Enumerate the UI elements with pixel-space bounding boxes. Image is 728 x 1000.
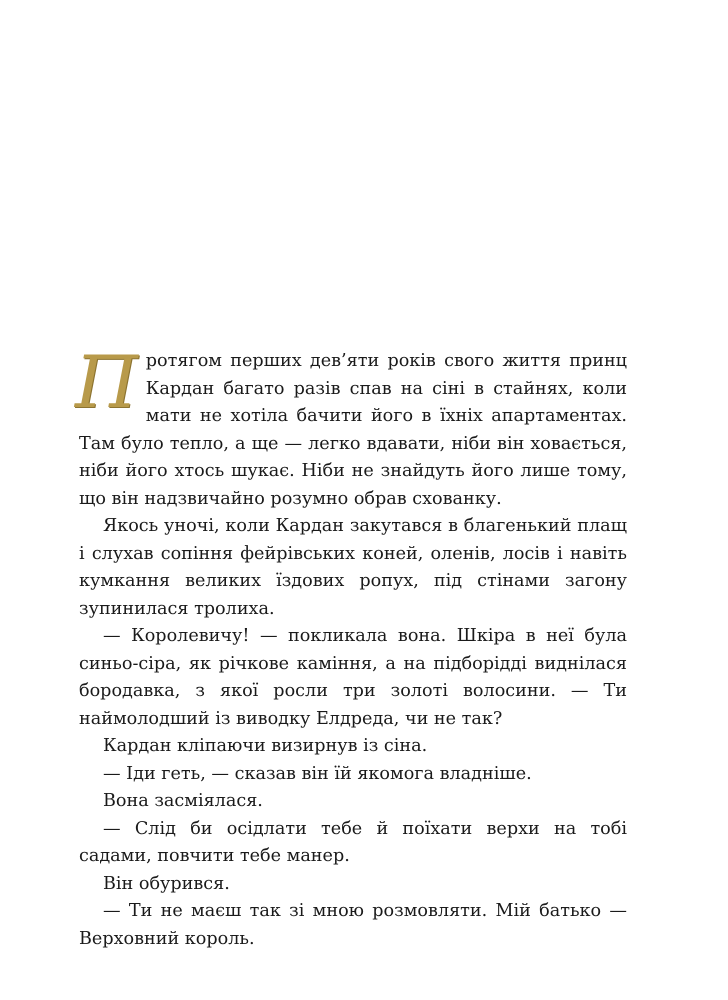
paragraph: Вона засміялася. <box>103 791 263 811</box>
chapter-text <box>75 340 627 953</box>
dropcap-letter: П <box>75 340 138 424</box>
paragraph: Кардан кліпаючи визирнув із сіна. <box>103 736 428 756</box>
paragraph: — Слід би осідлати тебе й поїхати верхи на тобі садами, повчити тебе манер. <box>79 818 627 866</box>
paragraph: Якось уночі, коли Кардан закутався в благенький плащ і слухав сопіння фейрівських коней, оленів, лосів і навіть кумкання великих їздових ропух, під стінами загону зупинилася тролиха. <box>79 516 627 619</box>
paragraph: — Іди геть, — сказав він їй якомога владніше. <box>103 763 532 784</box>
paragraph-text: ротягом перших дев’яти років свого життя принц Кардан багато разів спав на сіні в стайнях, коли мати не хотіла бачити його в їхніх апартаментах. Там було тепло, а ще — легко вдавати, ніби він ховається, ніби його хтось шукає. Ніби не знайдуть його лише тому, що він надзвичайно розумно обрав схованку. <box>79 351 627 509</box>
opening-paragraph <box>75 340 627 513</box>
paragraph: Він обурився. <box>103 873 230 894</box>
paragraph: — Ти не маєш так зі мною розмовляти. Мій батько — Верховний король. <box>79 901 627 949</box>
paragraph: — Королевичу! — покликала вона. Шкіра в неї була синьо-сіра, як річкове каміння, а на підборідді виднілася бородавка, з якої росли три золоті волосини. — Ти наймолодший із виводку Елдреда, чи не так? <box>79 626 627 729</box>
